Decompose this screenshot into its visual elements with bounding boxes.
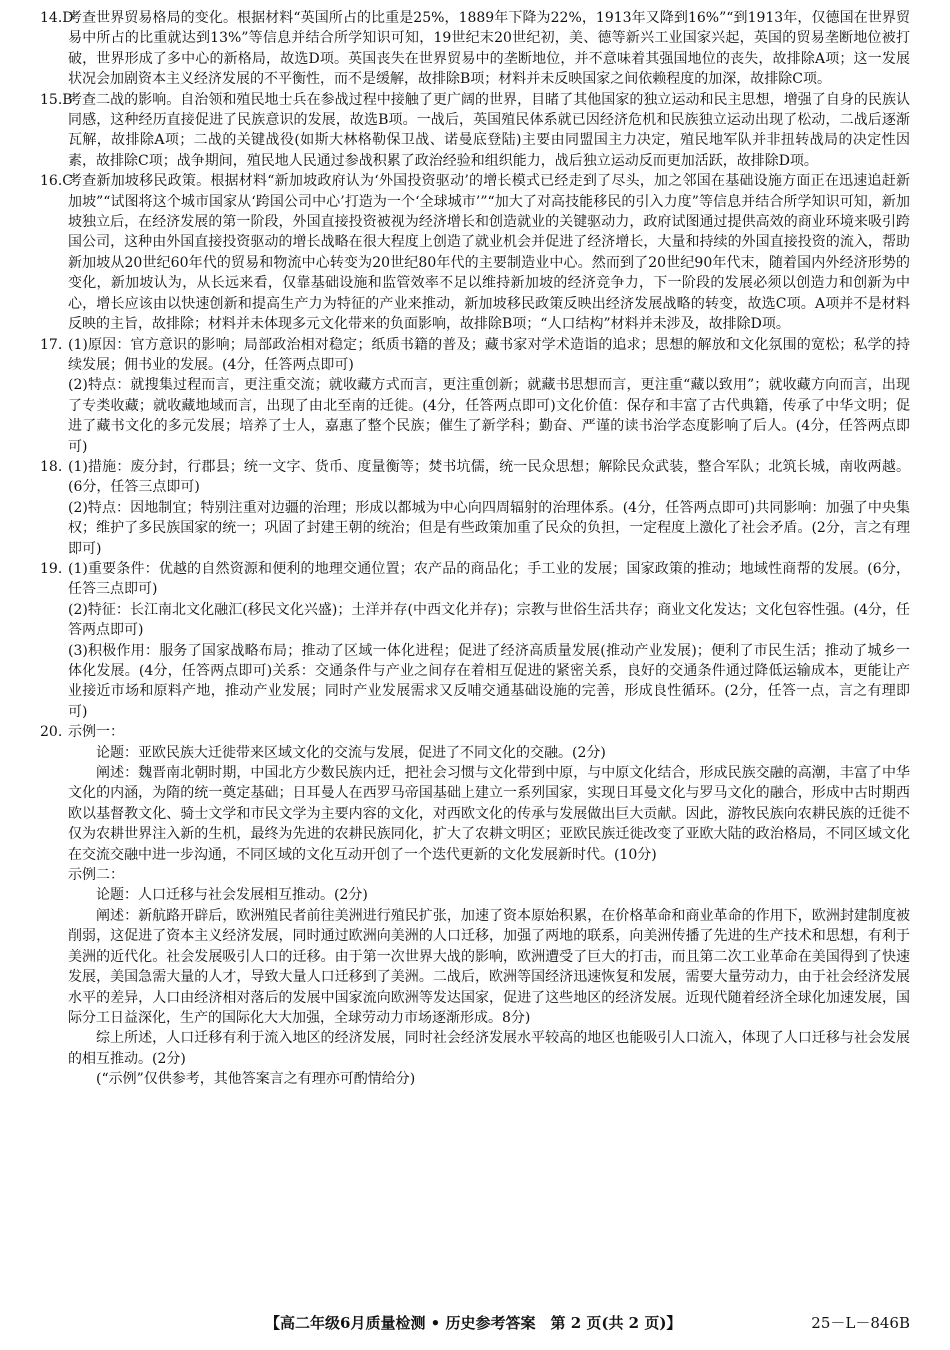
answer-20: [40, 722, 910, 1089]
grading-note: (“示例”仅供参考，其他答案言之有理亦可酌情给分): [96, 1071, 416, 1088]
question-number: 15.B: [40, 91, 73, 108]
example-2-body: 阐述：新航路开辟后，欧洲殖民者前往美洲进行殖民扩张，加速了资本原始积累，在价格革命和商业革命的作用下，欧洲封建制度被削弱，这促进了资本主义经济发展，同时通过欧洲向美洲的人口迁移，加强了两地的联系，向美洲传播了先进的生产技术和思想，有利于美洲的近代化。社会发展吸引人口的迁移。由于第一次世界大战的影响，欧洲遭受了巨大的打击，而且第二次工业革命在美国得到了快速发展，美国急需大量的人才，导致大量人口迁移到了美洲。二战后，欧洲等国经济迅速恢复和发展，需要大量劳动力，由于社会经济发展水平的差异，人口由经济相对落后的发展中国家流向欧洲等发达国家，促进了这些地区的经济发展。近现代随着经济全球化加速发展，国际分工日益深化，生产的国际化大大加强，全球劳动力市场逐渐形成。8分): [68, 907, 910, 1026]
example-2-label: 示例二：: [68, 867, 124, 884]
question-number: 14.D: [40, 10, 74, 26]
footer-title: 【高二年级6月质量检测 • 历史参考答案 第 2 页(共 2 页)】: [265, 1314, 682, 1332]
question-number: 17.: [40, 336, 63, 353]
answer-17: [40, 335, 910, 457]
answer-14: [40, 8, 910, 90]
question-number: 16.C: [40, 173, 73, 190]
example-2-thesis: 论题：人口迁移与社会发展相互推动。(2分): [96, 887, 368, 904]
answer-text: 考查二战的影响。自治领和殖民地士兵在参战过程中接触了更广阔的世界，目睹了其他国家的独立运动和民主思想，增强了自身的民族认同感，这种经历直接促进了民族意识的发展，故选B项。一战后，英国殖民体系就已因经济危机和民族独立运动出现了松动，二战后逐渐瓦解，故排除A项；二战的关键战役(如斯大林格勒保卫战、诺曼底登陆)主要由同盟国主力决定，殖民地军队并非扭转战局的决定性因素，故排除C项；战争期间，殖民地人民通过参战积累了政治经验和组织能力，战后独立运动反而更加活跃，故排除D项。: [68, 91, 910, 169]
question-number: 18.: [40, 458, 63, 475]
example-1-thesis: 论题：亚欧民族大迁徙带来区域文化的交流与发展，促进了不同文化的交融。(2分): [96, 744, 606, 761]
question-number: 20.: [40, 724, 63, 741]
answer-part: (2)特征：长江南北文化融汇(移民文化兴盛)；土洋并存(中西文化并存)；宗教与世俗生活共存；商业文化发达；文化包容性强。(4分，任答两点即可): [68, 601, 910, 639]
answer-part: (1)措施：废分封，行郡县；统一文字、货币、度量衡等；焚书坑儒，统一民众思想；解除民众武装，整合军队；北筑长城，南收两越。(6分，任答三点即可): [68, 458, 910, 496]
example-1-body: 阐述：魏晋南北朝时期，中国北方少数民族内迁，把社会习惯与文化带到中原，与中原文化结合，形成民族交融的高潮，丰富了中华文化的内涵，为隋的统一奠定基础；日耳曼人在西罗马帝国基础上建立一系列国家，实现日耳曼文化与罗马文化的融合，形成中古时期西欧以基督教文化、骑士文学和市民文学为主要内容的文化，对西欧文化的传承与发展做出巨大贡献。因此，游牧民族向农耕民族的迁徙不仅为农耕世界注入新的生机，最终为先进的农耕民族同化，扩大了农耕文明区；亚欧民族迁徙改变了亚欧大陆的政治格局，不同区域文化在交流交融中进一步沟通，不同区域的文化互动开创了一个迭代更新的文化发展新时代。(10分): [68, 765, 910, 863]
footer-code: 25－L－846B: [811, 1314, 910, 1332]
example-1-label: 示例一：: [68, 724, 124, 741]
answer-part: (2)特点：因地制宜；特别注重对边疆的治理；形成以都城为中心向四周辐射的治理体系。(4分，任答两点即可)共同影响：加强了中央集权；维护了多民族国家的统一；巩固了封建王朝的统治；但是有些政策加重了民众的负担，一定程度上激化了社会矛盾。(2分，言之有理即可): [68, 499, 910, 557]
answer-part: (1)重要条件：优越的自然资源和便利的地理交通位置；农产品的商品化；手工业的发展；国家政策的推动；地域性商帮的发展。(6分，任答三点即可): [68, 560, 910, 598]
answer-list: [40, 8, 910, 1090]
answer-part: (3)积极作用：服务了国家战略布局；推动了区域一体化进程；促进了经济高质量发展(推动产业发展)；便利了市民生活；推动了城乡一体化发展。(4分，任答两点即可)关系：交通条件与产业之间存在着相互促进的紧密关系，良好的交通条件通过降低运输成本，更能让产业接近市场和原料产地，推动产业发展；同时产业发展需求又反哺交通基础设施的完善，形成良性循环。(2分，任答一点，言之有理即可): [68, 642, 910, 720]
answer-text: 考查新加坡移民政策。根据材料“新加坡政府认为‘外国投资驱动’的增长模式已经走到了尽头，加之邻国在基础设施方面正在迅速追赶新加坡”“试图将这个城市国家从‘跨国公司中心’打造为一个‘全球城市’”“加大了对高技能移民的引入力度”等信息并结合所学知识可知，新加坡独立后，在经济发展的第一阶段，外国直接投资被视为经济增长和创造就业的关键驱动力，政府试图通过提供高效的商业环境来吸引跨国公司，这种由外国直接投资驱动的增长战略在很大程度上创造了就业机会并促进了经济增长，大量和持续的外国直接投资的流入，帮助新加坡从20世纪60年代的贸易和物流中心转变为20世纪80年代的主要制造业中心。然而到了20世纪90年代末，随着国内外经济形势的变化，新加坡认为，从长远来看，仅靠基础设施和监管效率不足以维持新加坡的经济竞争力，下一阶段的发展必须以创造力和创新为中心，增长应该由以快速创新和提高生产力为特征的产业来推动，新加坡移民政策反映出经济发展战略的转变，故选C项。A项并不是材料反映的主旨，故排除；材料并未体现多元文化带来的负面影响，故排除B项；“人口结构”材料并未涉及，故排除D项。: [68, 173, 910, 333]
answer-part: (2)特点：就搜集过程而言，更注重交流；就收藏方式而言，更注重创新；就藏书思想而言，更注重“藏以致用”；就收藏方向而言，出现了专类收藏；就收藏地域而言，出现了由北至南的迁徙。(4分，任答两点即可)文化价值：保存和丰富了古代典籍，传承了中华文明；促进了藏书文化的多元发展；培养了士人，嘉惠了整个民族；催生了新学科；勤奋、严谨的读书治学态度影响了后人。(4分，任答两点即可): [68, 377, 910, 455]
answer-text: 考查世界贸易格局的变化。根据材料“英国所占的比重是25%，1889年下降为22%，1913年又降到16%”“到1913年，仅德国在世界贸易中所占的比重就达到13%”等信息并结合所学知识可知，19世纪末20世纪初，美、德等新兴工业国家兴起，英国的贸易垄断地位被打破，世界形成了多中心的新格局，故选D项。英国丧失在世界贸易中的垄断地位，并不意味着其强国地位的丧失，故排除A项；这一发展状况会加剧资本主义经济发展的不平衡性，而不是缓解，故排除B项；材料并未反映国家之间依赖程度的加深，故排除C项。: [68, 10, 910, 88]
answer-18: [40, 457, 910, 559]
conclusion: 综上所述，人口迁移有利于流入地区的经济发展，同时社会经济发展水平较高的地区也能吸引人口流入，体现了人口迁移与社会发展的相互推动。(2分): [68, 1030, 910, 1067]
answer-15: [40, 90, 910, 172]
answer-part: (1)原因：官方意识的影响；局部政治相对稳定；纸质书籍的普及；藏书家对学术造诣的追求；思想的解放和文化氛围的宽松；私学的持续发展；佣书业的发展。(4分，任答两点即可): [68, 336, 910, 373]
question-number: 19.: [40, 560, 63, 577]
answer-16: [40, 171, 910, 334]
answer-19: [40, 559, 910, 722]
